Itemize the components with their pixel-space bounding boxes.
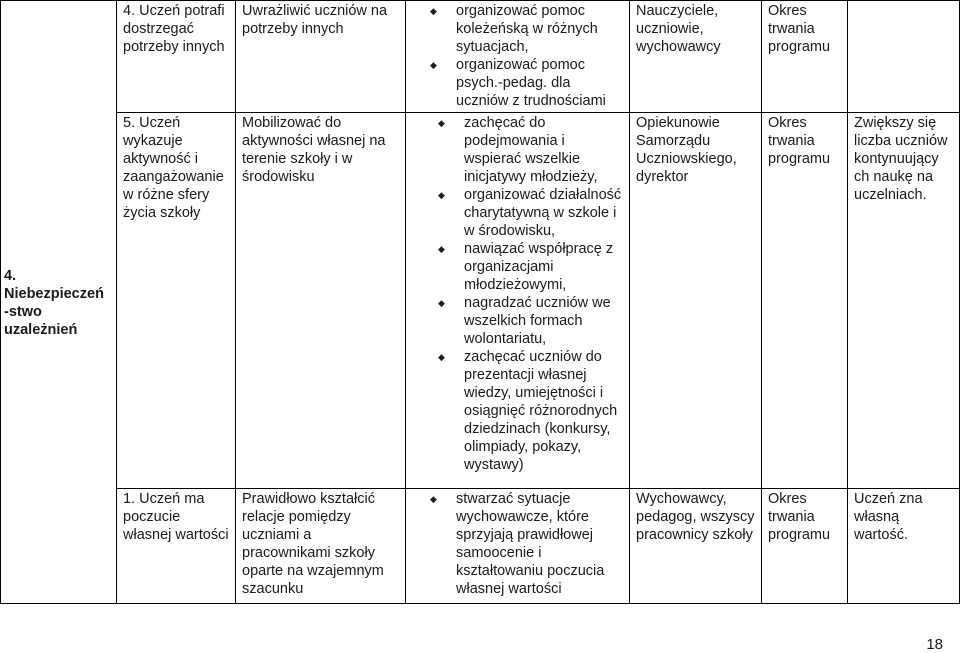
task-item: ◆ organizować pomoc koleżeńską w różnych sytuacjach, bbox=[430, 2, 623, 56]
area-line: uzależnień bbox=[4, 321, 78, 338]
task-list bbox=[412, 490, 623, 598]
task-item: ◆ organizować pomoc psych.-pedag. dla uczniów z trudnościami bbox=[430, 56, 623, 110]
objective-cell: Uwrażliwić uczniów na potrzeby innych bbox=[236, 1, 406, 113]
table-row bbox=[1, 113, 960, 489]
task-item: ◆ zachęcać uczniów do prezentacji własnej wiedzy, umiejętności i osiągnięć różnorodnych dziedzinach (konkursy, olimpiady, pokazy, wystawy) bbox=[438, 348, 623, 474]
responsible-cell: Nauczyciele, uczniowie, wychowawcy bbox=[630, 1, 762, 113]
deadline-cell: Okres trwania programu bbox=[762, 489, 848, 604]
task-item: ◆ organizować działalność charytatywną w szkole i w środowisku, bbox=[438, 186, 623, 240]
goal-cell: 4. Uczeń potrafi dostrzegać potrzeby innych bbox=[117, 1, 236, 113]
responsible-cell: Opiekunowie Samorządu Uczniowskiego, dyrektor bbox=[630, 113, 762, 489]
goal-cell: 5. Uczeń wykazuje aktywność i zaangażowanie w różne sfery życia szkoły bbox=[117, 113, 236, 489]
tasks-cell bbox=[406, 113, 630, 489]
task-item: ◆ nawiązać współpracę z organizacjami młodzieżowymi, bbox=[438, 240, 623, 294]
table-row bbox=[1, 489, 960, 604]
task-list bbox=[412, 2, 623, 110]
area-line: 4. bbox=[4, 267, 17, 284]
area-line: -stwo bbox=[4, 303, 42, 320]
task-item: ◆ nagradzać uczniów we wszelkich formach wolontariatu, bbox=[438, 294, 623, 348]
outcome-cell: Zwiększy się liczba uczniów kontynuujący ch naukę na uczelniach. bbox=[848, 113, 960, 489]
area-cell bbox=[1, 1, 117, 604]
objective-cell: Prawidłowo kształcić relacje pomiędzy uczniami a pracownikami szkoły oparte na wzajemnym szacunku bbox=[236, 489, 406, 604]
deadline-cell: Okres trwania programu bbox=[762, 113, 848, 489]
responsible-cell: Wychowawcy, pedagog, wszyscy pracownicy szkoły bbox=[630, 489, 762, 604]
task-item: ◆ zachęcać do podejmowania i wspierać wszelkie inicjatywy młodzieży, bbox=[438, 114, 623, 186]
tasks-cell bbox=[406, 1, 630, 113]
tasks-cell bbox=[406, 489, 630, 604]
deadline-cell: Okres trwania programu bbox=[762, 1, 848, 113]
outcome-cell: Uczeń zna własną wartość. bbox=[848, 489, 960, 604]
outcome-cell bbox=[848, 1, 960, 113]
area-line: Niebezpieczeń bbox=[4, 285, 104, 302]
table-row bbox=[1, 1, 960, 113]
task-item: ◆ stwarzać sytuacje wychowawcze, które sprzyjają prawidłowej samoocenie i kształtowaniu poczucia własnej wartości bbox=[430, 490, 623, 598]
page-number: 18 bbox=[926, 636, 943, 653]
goal-cell: 1. Uczeń ma poczucie własnej wartości bbox=[117, 489, 236, 604]
objective-cell: Mobilizować do aktywności własnej na terenie szkoły i w środowisku bbox=[236, 113, 406, 489]
task-list bbox=[420, 114, 623, 474]
